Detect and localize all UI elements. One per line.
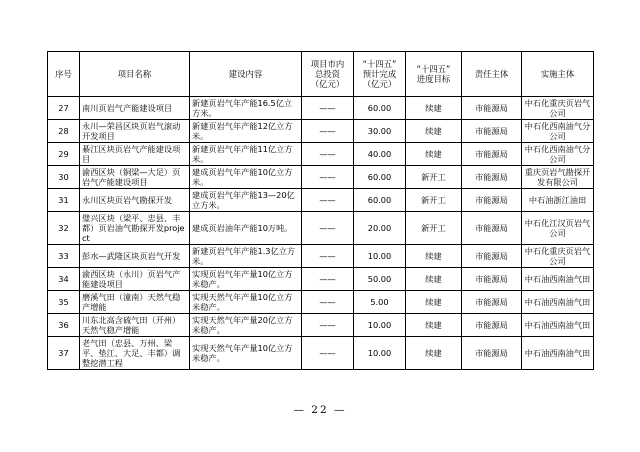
column-header-construction-content: 建设内容 xyxy=(190,52,302,97)
column-header-index: 序号 xyxy=(48,52,80,97)
progress-target-line-1: “十四五” xyxy=(416,63,451,74)
cell-index: 34 xyxy=(48,268,80,291)
cell-progress-target: 续建 xyxy=(406,291,462,314)
cell-project-name: 永川—荣昌区块页岩气滚动开发项目 xyxy=(80,120,190,143)
column-header-planned-completion xyxy=(354,52,406,97)
column-header-responsible-party: 责任主体 xyxy=(462,52,522,97)
cell-implementing-party: 中石油西南油气田 xyxy=(522,337,594,370)
cell-project-name: 璧兴区块（梁平、忠县、丰都）页岩油气勘探开发project xyxy=(80,212,190,245)
table-row xyxy=(48,97,594,120)
cell-planned-completion: 60.00 xyxy=(354,97,406,120)
cell-construction-content: 实现天然气年产量20亿立方米稳产。 xyxy=(190,314,302,337)
cell-implementing-party: 重庆页岩气勘探开发有限公司 xyxy=(522,166,594,189)
cell-progress-target: 续建 xyxy=(406,120,462,143)
column-header-total-investment xyxy=(302,52,354,97)
cell-total-investment: —— xyxy=(302,314,354,337)
table-row xyxy=(48,166,594,189)
cell-implementing-party: 中石油西南油气田 xyxy=(522,314,594,337)
cell-total-investment: —— xyxy=(302,120,354,143)
cell-planned-completion: 60.00 xyxy=(354,189,406,212)
cell-progress-target: 续建 xyxy=(406,337,462,370)
cell-progress-target: 续建 xyxy=(406,268,462,291)
cell-planned-completion: 50.00 xyxy=(354,268,406,291)
table-row xyxy=(48,245,594,268)
cell-planned-completion: 40.00 xyxy=(354,143,406,166)
cell-implementing-party: 中石化重庆页岩气公司 xyxy=(522,245,594,268)
cell-responsible-party: 市能源局 xyxy=(462,268,522,291)
cell-implementing-party: 中石化西南油气分公司 xyxy=(522,143,594,166)
cell-total-investment: —— xyxy=(302,143,354,166)
cell-implementing-party: 中石油西南油气田 xyxy=(522,291,594,314)
cell-planned-completion: 5.00 xyxy=(354,291,406,314)
cell-index: 35 xyxy=(48,291,80,314)
cell-project-name: 彭水—武隆区块页岩气开发 xyxy=(80,245,190,268)
cell-total-investment: —— xyxy=(302,268,354,291)
table-row xyxy=(48,189,594,212)
cell-construction-content: 新建页岩气年产能1.3亿立方米。 xyxy=(190,245,302,268)
cell-project-name: 綦江区块页岩气产能建设项目 xyxy=(80,143,190,166)
cell-index: 32 xyxy=(48,212,80,245)
project-table xyxy=(47,51,594,370)
cell-construction-content: 实现页岩气年产量10亿立方米稳产。 xyxy=(190,268,302,291)
column-header-implementing-party: 实施主体 xyxy=(522,52,594,97)
cell-project-name: 南川页岩气产能建设项目 xyxy=(80,97,190,120)
progress-target-line-2: 进度目标 xyxy=(416,74,451,84)
cell-responsible-party: 市能源局 xyxy=(462,291,522,314)
cell-implementing-party: 中石油西南油气田 xyxy=(522,268,594,291)
cell-planned-completion: 20.00 xyxy=(354,212,406,245)
cell-responsible-party: 市能源局 xyxy=(462,166,522,189)
cell-responsible-party: 市能源局 xyxy=(462,97,522,120)
cell-construction-content: 新建页岩气年产能16.5亿立方米。 xyxy=(190,97,302,120)
table-row xyxy=(48,314,594,337)
cell-responsible-party: 市能源局 xyxy=(462,212,522,245)
cell-index: 33 xyxy=(48,245,80,268)
table-header-row xyxy=(48,52,594,97)
cell-planned-completion: 10.00 xyxy=(354,337,406,370)
cell-progress-target: 续建 xyxy=(406,314,462,337)
table-row xyxy=(48,120,594,143)
cell-construction-content: 实现天然气年产量10亿立方米稳产。 xyxy=(190,291,302,314)
cell-progress-target: 新开工 xyxy=(406,212,462,245)
cell-project-name: 川东北高含硫气田（开州）天然气稳产增能 xyxy=(80,314,190,337)
project-table-container xyxy=(47,51,593,370)
cell-implementing-party: 中石化西南油气分公司 xyxy=(522,120,594,143)
cell-project-name: 老气田（忠县、万州、梁平、垫江、大足、丰都）调整挖潜工程 xyxy=(80,337,190,370)
total-investment-line-3: （亿元） xyxy=(310,79,345,90)
cell-project-name: 渝西区块（永川）页岩气产能建设项目 xyxy=(80,268,190,291)
cell-project-name: 永川区块页岩气勘探开发 xyxy=(80,189,190,212)
cell-construction-content: 建成页岩气年产能13—20亿立方米。 xyxy=(190,189,302,212)
cell-total-investment: —— xyxy=(302,291,354,314)
cell-progress-target: 续建 xyxy=(406,143,462,166)
cell-total-investment: —— xyxy=(302,166,354,189)
cell-index: 27 xyxy=(48,97,80,120)
cell-responsible-party: 市能源局 xyxy=(462,314,522,337)
planned-completion-line-1: “十四五” xyxy=(362,58,397,69)
cell-index: 31 xyxy=(48,189,80,212)
cell-index: 28 xyxy=(48,120,80,143)
table-row xyxy=(48,291,594,314)
cell-total-investment: —— xyxy=(302,212,354,245)
cell-responsible-party: 市能源局 xyxy=(462,120,522,143)
cell-planned-completion: 10.00 xyxy=(354,245,406,268)
cell-total-investment: —— xyxy=(302,97,354,120)
planned-completion-line-3: （亿元） xyxy=(362,79,397,90)
cell-construction-content: 新建页岩气年产能12亿立方米。 xyxy=(190,120,302,143)
cell-total-investment: —— xyxy=(302,189,354,212)
cell-implementing-party: 中石化重庆页岩气公司 xyxy=(522,97,594,120)
table-row xyxy=(48,212,594,245)
column-header-project-name: 项目名称 xyxy=(80,52,190,97)
table-header xyxy=(48,52,594,97)
cell-implementing-party: 中石化江汉页岩气公司 xyxy=(522,212,594,245)
cell-construction-content: 新建页岩气年产能11亿立方米。 xyxy=(190,143,302,166)
total-investment-line-2: 总投资 xyxy=(314,68,341,79)
cell-planned-completion: 10.00 xyxy=(354,314,406,337)
cell-progress-target: 新开工 xyxy=(406,166,462,189)
cell-index: 36 xyxy=(48,314,80,337)
cell-progress-target: 续建 xyxy=(406,97,462,120)
column-header-progress-target xyxy=(406,52,462,97)
cell-planned-completion: 30.00 xyxy=(354,120,406,143)
cell-planned-completion: 60.00 xyxy=(354,166,406,189)
cell-progress-target: 续建 xyxy=(406,245,462,268)
cell-index: 29 xyxy=(48,143,80,166)
page-number: — 22 — xyxy=(293,404,347,416)
total-investment-line-1: 项目市内 xyxy=(310,58,345,69)
table-row xyxy=(48,143,594,166)
cell-responsible-party: 市能源局 xyxy=(462,337,522,370)
table-row xyxy=(48,337,594,370)
cell-index: 37 xyxy=(48,337,80,370)
cell-total-investment: —— xyxy=(302,337,354,370)
cell-project-name: 渝西区块（铜梁—大足）页岩气产能建设项目 xyxy=(80,166,190,189)
table-row xyxy=(48,268,594,291)
cell-progress-target: 新开工 xyxy=(406,189,462,212)
cell-implementing-party: 中石油浙江油田 xyxy=(522,189,594,212)
cell-construction-content: 建成页岩油年产能10万吨。 xyxy=(190,212,302,245)
table-body xyxy=(48,97,594,370)
cell-index: 30 xyxy=(48,166,80,189)
cell-construction-content: 实现天然气年产量10亿立方米稳产。 xyxy=(190,337,302,370)
cell-responsible-party: 市能源局 xyxy=(462,143,522,166)
cell-responsible-party: 市能源局 xyxy=(462,189,522,212)
cell-total-investment: —— xyxy=(302,245,354,268)
planned-completion-line-2: 预计完成 xyxy=(362,68,397,79)
cell-responsible-party: 市能源局 xyxy=(462,245,522,268)
cell-construction-content: 建成页岩气年产能10亿立方米。 xyxy=(190,166,302,189)
cell-project-name: 磨溪气田（潼南）天然气稳产增能 xyxy=(80,291,190,314)
